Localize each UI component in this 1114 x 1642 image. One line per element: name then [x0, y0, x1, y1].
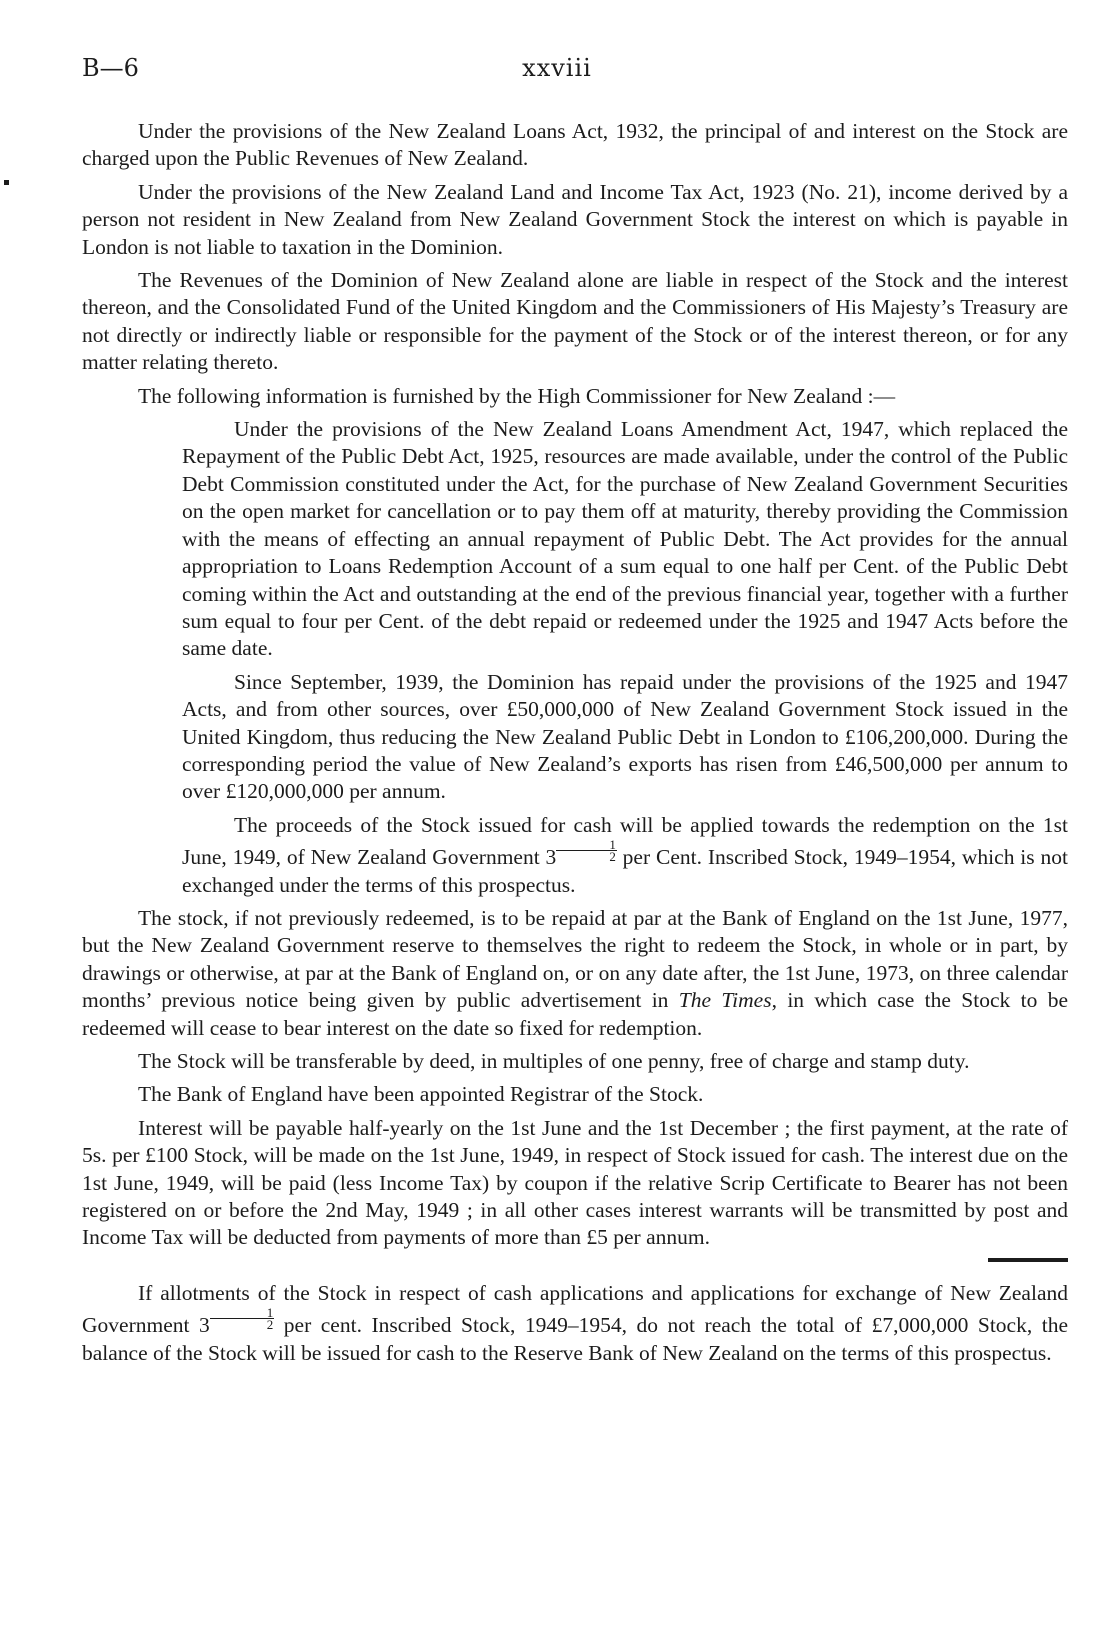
fraction-one-half: $\frac{1}{2}$: [556, 839, 617, 862]
page-header: [82, 54, 1032, 88]
paragraph-loans-amendment: Under the provisions of the New Zealand Loans Amendment Act, 1947, which replaced the Repayment of the Public Debt Act, 1925, resources are made available, under the control of the Public Debt Commission constituted under the Act, for the purchase of New Zealand Government Securities on the open market for cancellation or to pay them off at maturity, thereby providing the Commission with the means of effecting an annual repayment of Public Debt. The Act provides for the annual appropriation to Loans Redemption Account of a sum equal to one half per Cent. of the Public Debt coming within the Act and outstanding at the end of the previous financial year, together with a further sum equal to four per Cent. of the debt repaid or redeemed under the 1925 and 1947 Acts before the same date.: [182, 417, 1068, 661]
paragraph-interest: Interest will be payable half-yearly on the 1st June and the 1st December ; the first payment, at the rate of 5s. per £100 Stock, will be made on the 1st June, 1949, in respect of Stock issued for cash. The interest due on the 1st June, 1949, will be paid (less Income Tax) by coupon if the relative Scrip Certificate to Bearer has not been registered on or before the 2nd May, 1949 ; in all other cases interest warrants will be transmitted by post and Income Tax will be deducted from payments of more than £5 per annum.: [82, 1115, 1068, 1250]
paragraph-income-tax: Under the provisions of the New Zealand Land and Income Tax Act, 1923 (No. 21), income derived by a person not resident in New Zealand from New Zealand Government Stock the interest on which is payable in London is not liable to taxation in the Dominion.: [82, 179, 1068, 259]
paragraph-repayment-since-1939: Since September, 1939, the Dominion has repaid under the provisions of the 1925 and 1947 Acts, and from other sources, over £50,000,000 of New Zealand Government Stock issued in the United Kingdom, thus reducing the New Zealand Public Debt in London to £106,200,000. During the corresponding period the value of New Zealand’s exports has risen from £46,500,000 per annum to over £120,000,000 per annum.: [182, 669, 1068, 804]
paragraph-redemption: The stock, if not previously redeemed, is to be repaid at par at the Bank of England on the 1st June, 1977, but the New Zealand Government reserve to themselves the right to redeem the Stock, in whole or in part, by drawings or otherwise, at par at the Bank of England on, or on any date after, the 1st June, 1973, on three calendar months’ previous notice being given by public advertisement in The Times, in which case the Stock to be redeemed will cease to bear interest on the date so fixed for redemption.: [82, 905, 1068, 1040]
paragraph-loans-act: Under the provisions of the New Zealand Loans Act, 1932, the principal of and interest on the Stock are charged upon the Public Revenues of New Zealand.: [82, 119, 1068, 171]
paragraph-proceeds: The proceeds of the Stock issued for cash will be applied towards the redemption on the 1st June, 1949, of New Zealand Government 3 $\frac{1}{2}$ per Cent. Inscribed Stock, 1949–1954, which is not exchanged under the terms of this prospectus.: [182, 812, 1068, 897]
page-number: xxviii: [522, 54, 592, 82]
paragraph-revenues: The Revenues of the Dominion of New Zealand alone are liable in respect of the Stock and the interest thereon, and the Consolidated Fund of the United Kingdom and the Commissioners of His Majesty’s Treasury are not directly or indirectly liable or responsible for the payment of the Stock or of the interest thereon, or for any matter relating thereto.: [82, 268, 1068, 375]
high-commissioner-statement: [182, 416, 1068, 899]
paragraph-allotments: If allotments of the Stock in respect of cash applications and applications for exchange of New Zealand Government 3 $\frac{1}{2}$ per cent. Inscribed Stock, 1949–1954, do not reach the total of £7,000,000 Stock, the balance of the Stock will be issued for cash to the Reserve Bank of New Zealand on the terms of this prospectus.: [82, 1280, 1068, 1365]
document-body: [82, 118, 1068, 1373]
margin-mark: [4, 180, 9, 185]
publication-title: The Times: [678, 988, 772, 1013]
document-reference: B—6: [82, 54, 139, 82]
divider-rule: [988, 1258, 1068, 1262]
paragraph-high-commissioner-intro: The following information is furnished by the High Commissioner for New Zealand :—: [138, 383, 896, 408]
fraction-one-half: $\frac{1}{2}$: [210, 1307, 275, 1330]
paragraph-registrar: The Bank of England have been appointed Registrar of the Stock.: [138, 1082, 704, 1107]
paragraph-transfer: The Stock will be transferable by deed, in multiples of one penny, free of charge and stamp duty.: [138, 1049, 970, 1073]
